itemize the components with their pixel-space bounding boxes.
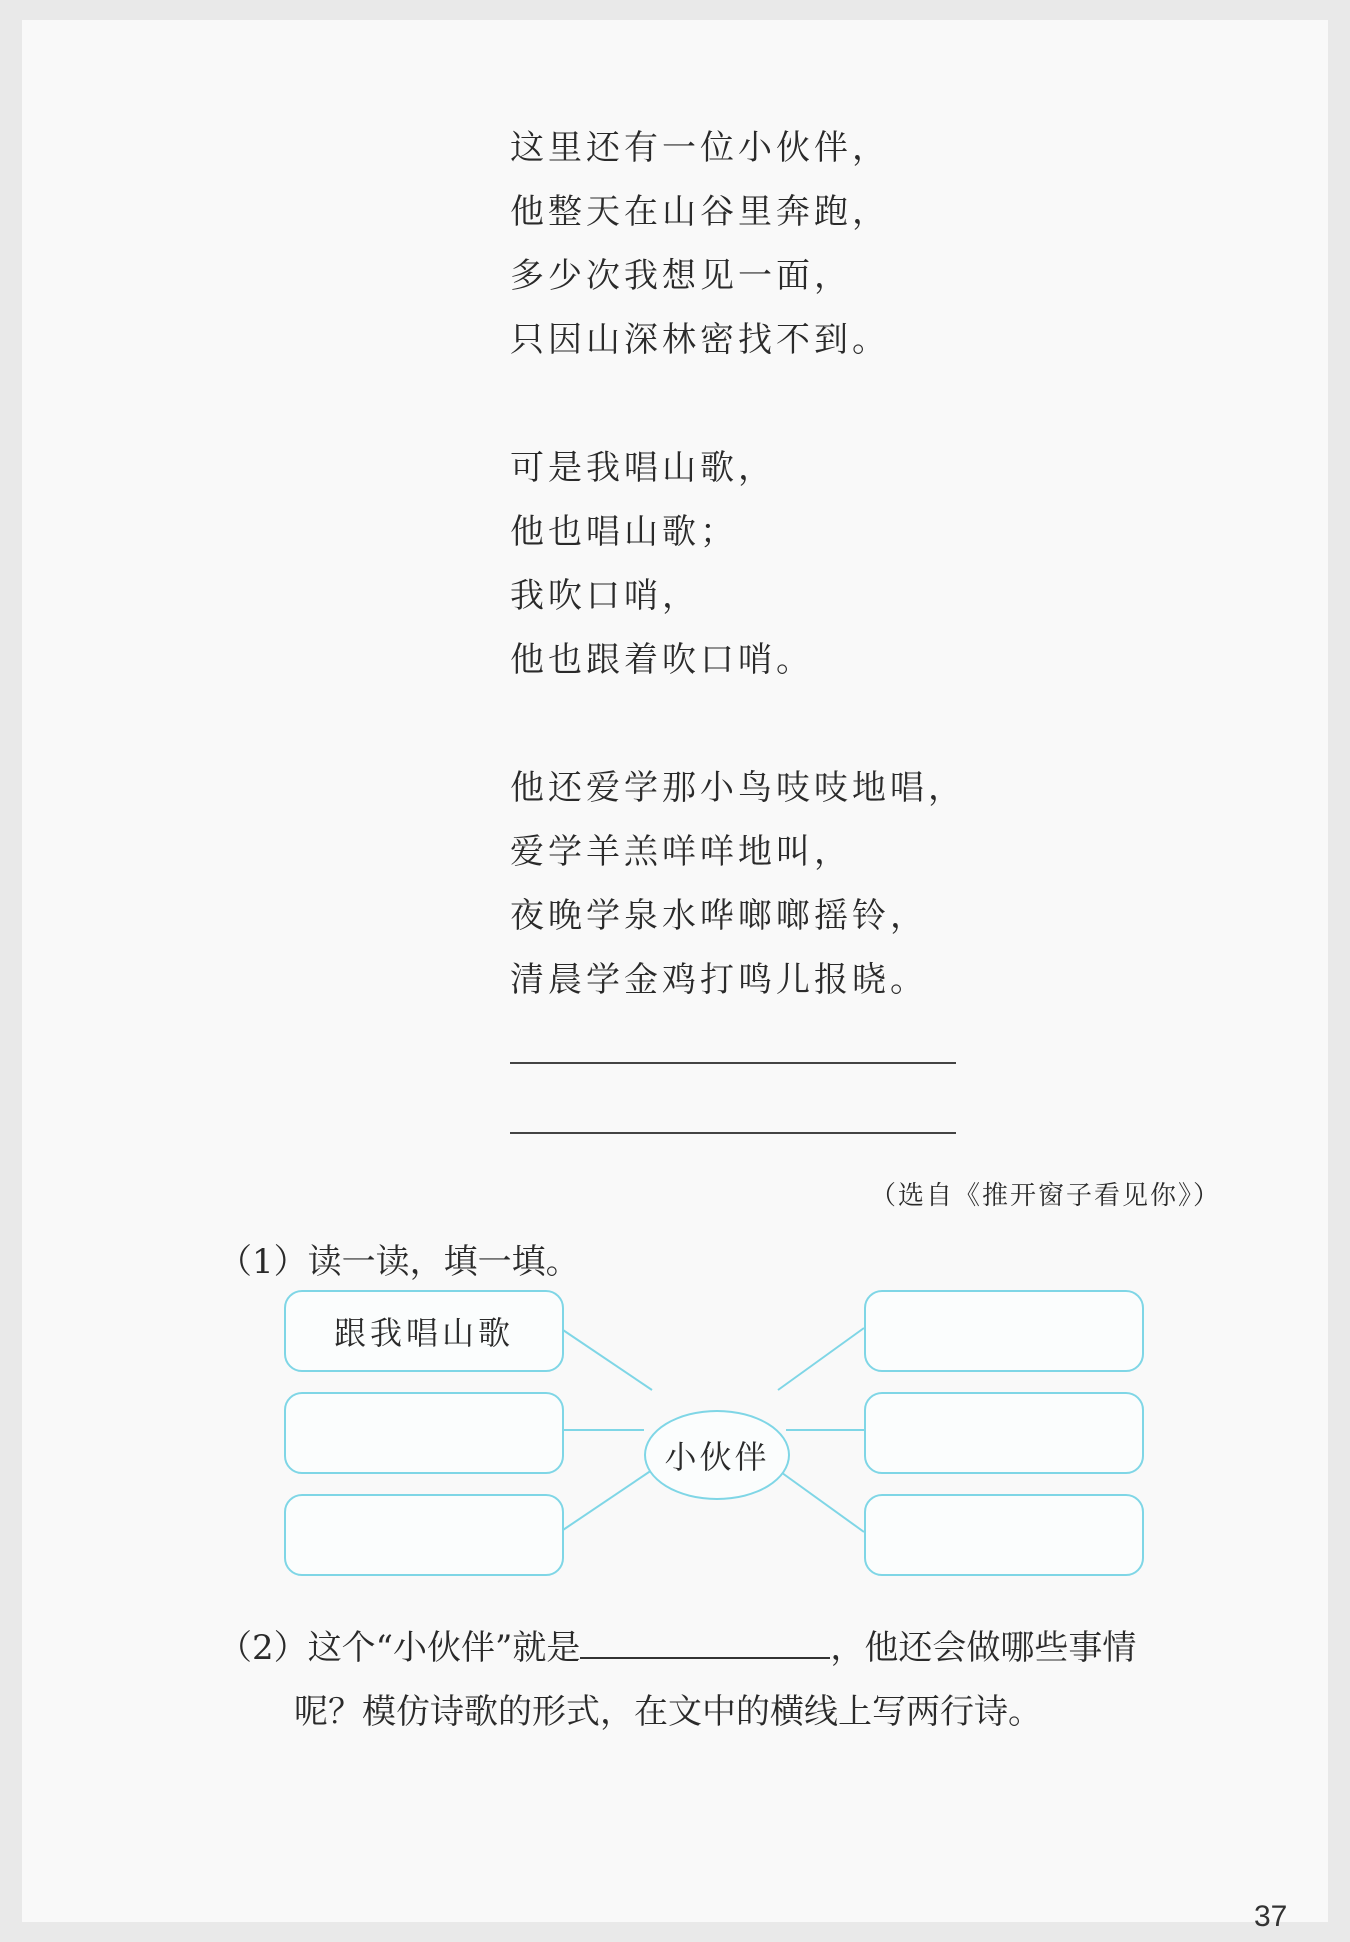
- poem-line: 只因山深林密找不到。: [510, 320, 890, 360]
- poem-line: 多少次我想见一面，: [510, 256, 852, 296]
- answer-blank[interactable]: [580, 1627, 830, 1659]
- mind-map-box-right-1[interactable]: [864, 1290, 1144, 1372]
- poem-line: 这里还有一位小伙伴，: [510, 128, 890, 168]
- mind-map-box-left-1[interactable]: 跟我唱山歌: [284, 1290, 564, 1372]
- poem-line: 我吹口哨，: [510, 576, 700, 616]
- question-2-line-1: [218, 1620, 1136, 1669]
- question-1-label: （1）读一读，填一填。: [218, 1242, 580, 1282]
- mind-map-box-left-2[interactable]: [284, 1392, 564, 1474]
- poem-line: 他也跟着吹口哨。: [510, 640, 814, 680]
- mind-map-box-right-2[interactable]: [864, 1392, 1144, 1474]
- mind-map-box-right-3[interactable]: [864, 1494, 1144, 1576]
- poem-line: 夜晚学泉水哗啷啷摇铃，: [510, 896, 928, 936]
- poem-line: 他还爱学那小鸟吱吱地唱，: [510, 768, 966, 808]
- mind-map-box-left-3[interactable]: [284, 1494, 564, 1576]
- question-2-line-2: 呢？模仿诗歌的形式，在文中的横线上写两行诗。: [294, 1692, 1042, 1732]
- poem-source: （选自《推开窗子看见你》）: [870, 1181, 1222, 1211]
- workbook-page: [22, 20, 1328, 1933]
- mind-map-center: 小伙伴: [644, 1410, 790, 1500]
- question-2-prefix: （2）这个“小伙伴”就是: [218, 1628, 581, 1668]
- poem-line: 可是我唱山歌，: [510, 448, 776, 488]
- poem-line: 他整天在山谷里奔跑，: [510, 192, 890, 232]
- page-number: 37: [1254, 1900, 1288, 1933]
- poem-line: 清晨学金鸡打鸣儿报晓。: [510, 960, 928, 1000]
- poem-line: 爱学羊羔咩咩地叫，: [510, 832, 852, 872]
- poem-line: 他也唱山歌；: [510, 512, 738, 552]
- question-2-suffix: ，他还会做哪些事情: [830, 1628, 1137, 1668]
